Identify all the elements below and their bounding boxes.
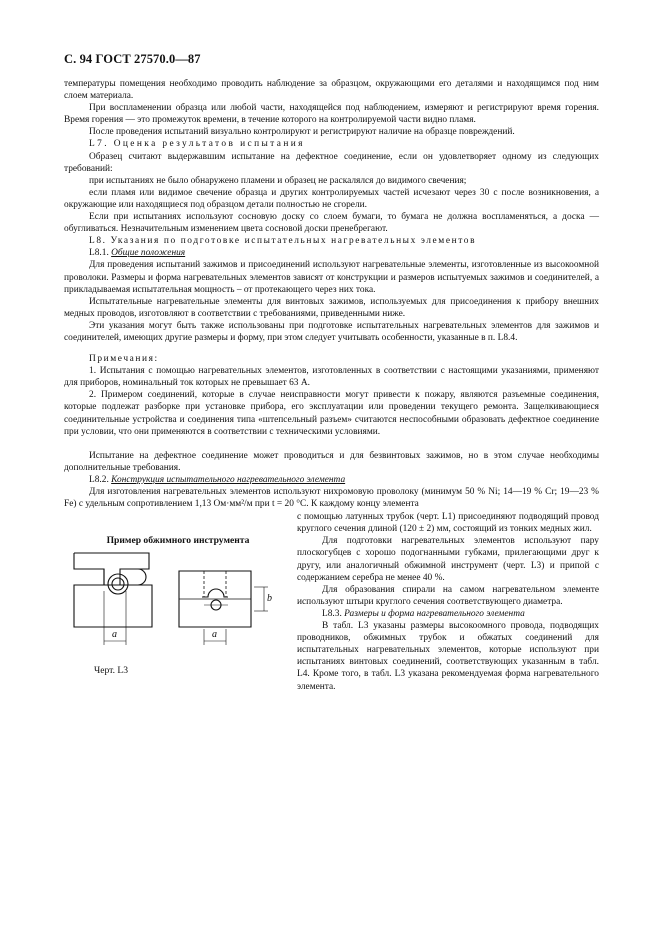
crimping-tool-drawing	[64, 551, 292, 651]
paragraph: После проведения испытаний визуально контролируют и регистрируют наличие на образце повреждений.	[89, 127, 515, 138]
paragraph: температуры помещения необходимо проводить наблюдение за образцом, окружающими его деталями и находящимся под ним слоем материала.	[64, 79, 599, 102]
figure-title: Пример обжимного инструмента	[106, 535, 250, 547]
paragraph: В табл. L3 указаны размеры высокоомного провода, подводящих проводников, обжимных трубок и обжатых соединений для испытательных нагревательных элементов, которые используют при испытаниях винтовых соединений, соответствующих указанным в табл. L4. Кроме того, в табл. L3 указана рекомендуемая форма нагревательного элемента.	[297, 621, 599, 692]
dimension-a-label: a	[112, 629, 117, 641]
figure-caption: Черт. L3	[94, 665, 129, 677]
paragraph: Для проведения испытаний зажимов и присоединений используют нагревательные элементы, изготовленные из высокоомной проволоки. Размеры и форма нагревательных элементов зависят от конструкции и размеров испытуемых зажимов и соединителей, а прикладываемая испытательная мощность – от протекающего через них тока.	[64, 260, 599, 295]
paragraph: при испытаниях не было обнаружено пламени и образец не раскалялся до видимого свечения;	[89, 175, 467, 186]
dimension-a-label: a	[212, 629, 217, 641]
subsection-heading-l83	[297, 608, 599, 620]
subsection-title: Общие положения	[111, 248, 186, 259]
paragraph: если пламя или видимое свечение образца и других контролируемых частей исчезают через 30 с после возникновения, а окружающие или находящиеся под образцом детали полностью не сгорели.	[64, 187, 599, 210]
section-heading-l8: L8. Указания по подготовке испытательных нагревательных элементов	[89, 236, 477, 247]
paragraph: Если при испытаниях используют сосновую доску со слоем бумаги, то бумага не должна воспламеняться, а доска — обугливаться. Незначительным изменением цвета сосновой доски пренебрегают.	[64, 212, 599, 235]
right-column	[297, 511, 599, 692]
dimension-b-label: b	[267, 593, 272, 605]
paragraph: с помощью латунных трубок (черт. L1) присоединяют подводящий провод круглого сечения длиной (120 ± 2) мм, состоящий из тонких медных жил.	[297, 512, 599, 535]
note: 2. Примером соединений, которые в случае неисправности могут привести к пожару, являются разъемные соединения, которые подлежат разборке при установке прибора, его эксплуатации или проведении текущего ремонта. Защелкивающиеся соединительные устройства и соединения типа «штепсельный разъем» считаются неспособными образовать дефектное соединение при условии, что они применяются в соответствии с техническими условиями.	[64, 390, 599, 437]
subsection-heading-l82	[64, 474, 599, 486]
note: 1. Испытания с помощью нагревательных элементов, изготовленных в соответствии с настоящими указаниями, применяют для приборов, номинальный ток которых не превышает 63 А.	[64, 366, 599, 389]
paragraph: При воспламенении образца или любой части, находящейся под наблюдением, измеряют и регистрируют время горения. Время горения — это промежуток времени, в течение которого на контролируемой части видно пламя.	[64, 103, 599, 126]
paragraph: Для изготовления нагревательных элементов используют нихромовую проволоку (минимум 50 % Ni; 14—19 % Cr; 19—23 % Fe) с удельным сопротивлением 1,13 Ом·мм²/м при t = 20 °С. К каждому концу элемента	[64, 487, 599, 510]
notes-heading: Примечания:	[89, 354, 159, 365]
paragraph: Испытательные нагревательные элементы для винтовых зажимов, используемых для присоединения к прибору внешних медных проводов, изготовляют в соответствии с требованиями, приведенными ниже.	[64, 296, 599, 319]
page-header: С. 94 ГОСТ 27570.0—87	[64, 52, 201, 66]
paragraph: Образец считают выдержавшим испытание на дефектное соединение, если он удовлетворяет одному из следующих требований:	[64, 151, 599, 174]
document-body	[64, 78, 599, 706]
subsection-number: L8.3.	[322, 608, 342, 619]
subsection-number: L8.2.	[89, 474, 109, 485]
figure-area	[64, 511, 599, 706]
subsection-title: Размеры и форма нагревательного элемента	[344, 608, 525, 619]
paragraph: Эти указания могут быть также использованы при подготовке испытательных нагревательных элементов для зажимов и соединителей, имеющих другие размеры и форму, при этом следует учитывать особенности, указанные в п. L8.4.	[64, 320, 599, 343]
figure	[64, 511, 292, 706]
subsection-number: L8.1.	[89, 248, 109, 259]
subsection-title: Конструкция испытательного нагревательного элемента	[111, 474, 346, 485]
paragraph: Для образования спирали на самом нагревательном элементе используют штыри круглого сечения соответствующего диаметра.	[297, 584, 599, 607]
section-heading-l7: L7. Оценка результатов испытания	[89, 139, 305, 150]
paragraph: Для подготовки нагревательных элементов используют пару плоскогубцев с хорошо подогнанными губками, прилегающими друг к другу, или аналогичный обжимной инструмент (черт. L3) и припой с содержанием серебра не менее 40 %.	[297, 536, 599, 583]
paragraph: Испытание на дефектное соединение может проводиться и для безвинтовых зажимов, но в этом случае необходимы дополнительные требования.	[64, 450, 599, 473]
subsection-heading-l81	[64, 247, 599, 259]
